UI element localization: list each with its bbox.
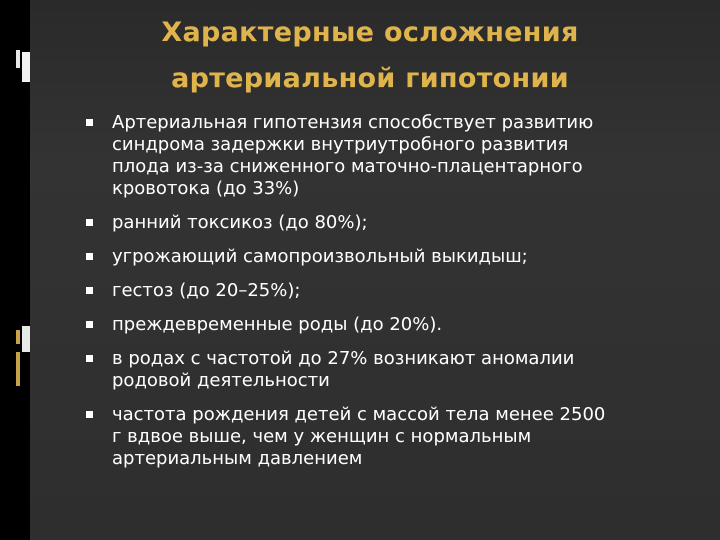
decorative-bar <box>22 52 30 82</box>
bullet-text-line: угрожающий самопроизвольный выкидыш; <box>112 246 528 267</box>
bullet-square-icon <box>86 355 93 362</box>
slide-title-line: артериальной гипотонии <box>171 63 569 94</box>
bullet-square-icon <box>86 119 93 126</box>
bullet-item <box>86 348 696 392</box>
bullet-square-icon <box>86 253 93 260</box>
bullet-item <box>86 280 696 302</box>
bullet-text-line: синдрома задержки внутриутробного развития <box>112 134 569 155</box>
decorative-bar <box>16 50 20 68</box>
bullet-square-icon <box>86 287 93 294</box>
bullet-square-icon <box>86 411 93 418</box>
bullet-square-icon <box>86 219 93 226</box>
bullet-text-line: ранний токсикоз (до 80%); <box>112 212 368 233</box>
bullet-square-icon <box>86 321 93 328</box>
decorative-bar <box>16 330 20 344</box>
decorative-bar <box>22 326 30 352</box>
bullet-text-line: г вдвое выше, чем у женщин с нормальным <box>112 426 532 447</box>
bullet-item <box>86 404 696 470</box>
bullet-list <box>86 112 696 482</box>
slide-title-line: Характерные осложнения <box>161 17 579 48</box>
bullet-text-line: гестоз (до 20–25%); <box>112 280 301 301</box>
bullet-text-line: в родах с частотой до 27% возникают аномалии <box>112 348 575 369</box>
slide-title <box>110 10 630 102</box>
bullet-item <box>86 112 696 200</box>
bullet-text-line: кровотока (до 33%) <box>112 178 300 199</box>
bullet-text-line: преждевременные роды (до 20%). <box>112 314 443 335</box>
bullet-text-line: родовой деятельности <box>112 370 330 391</box>
bullet-item <box>86 246 696 268</box>
bullet-item <box>86 212 696 234</box>
decorative-bar <box>16 352 20 386</box>
bullet-text-line: плода из-за сниженного маточно-плацентарного <box>112 156 583 177</box>
bullet-item <box>86 314 696 336</box>
bullet-text-line: частота рождения детей с массой тела менее 2500 <box>112 404 606 425</box>
bullet-text-line: артериальным давлением <box>112 448 363 469</box>
bullet-text-line: Артериальная гипотензия способствует развитию <box>112 112 594 133</box>
